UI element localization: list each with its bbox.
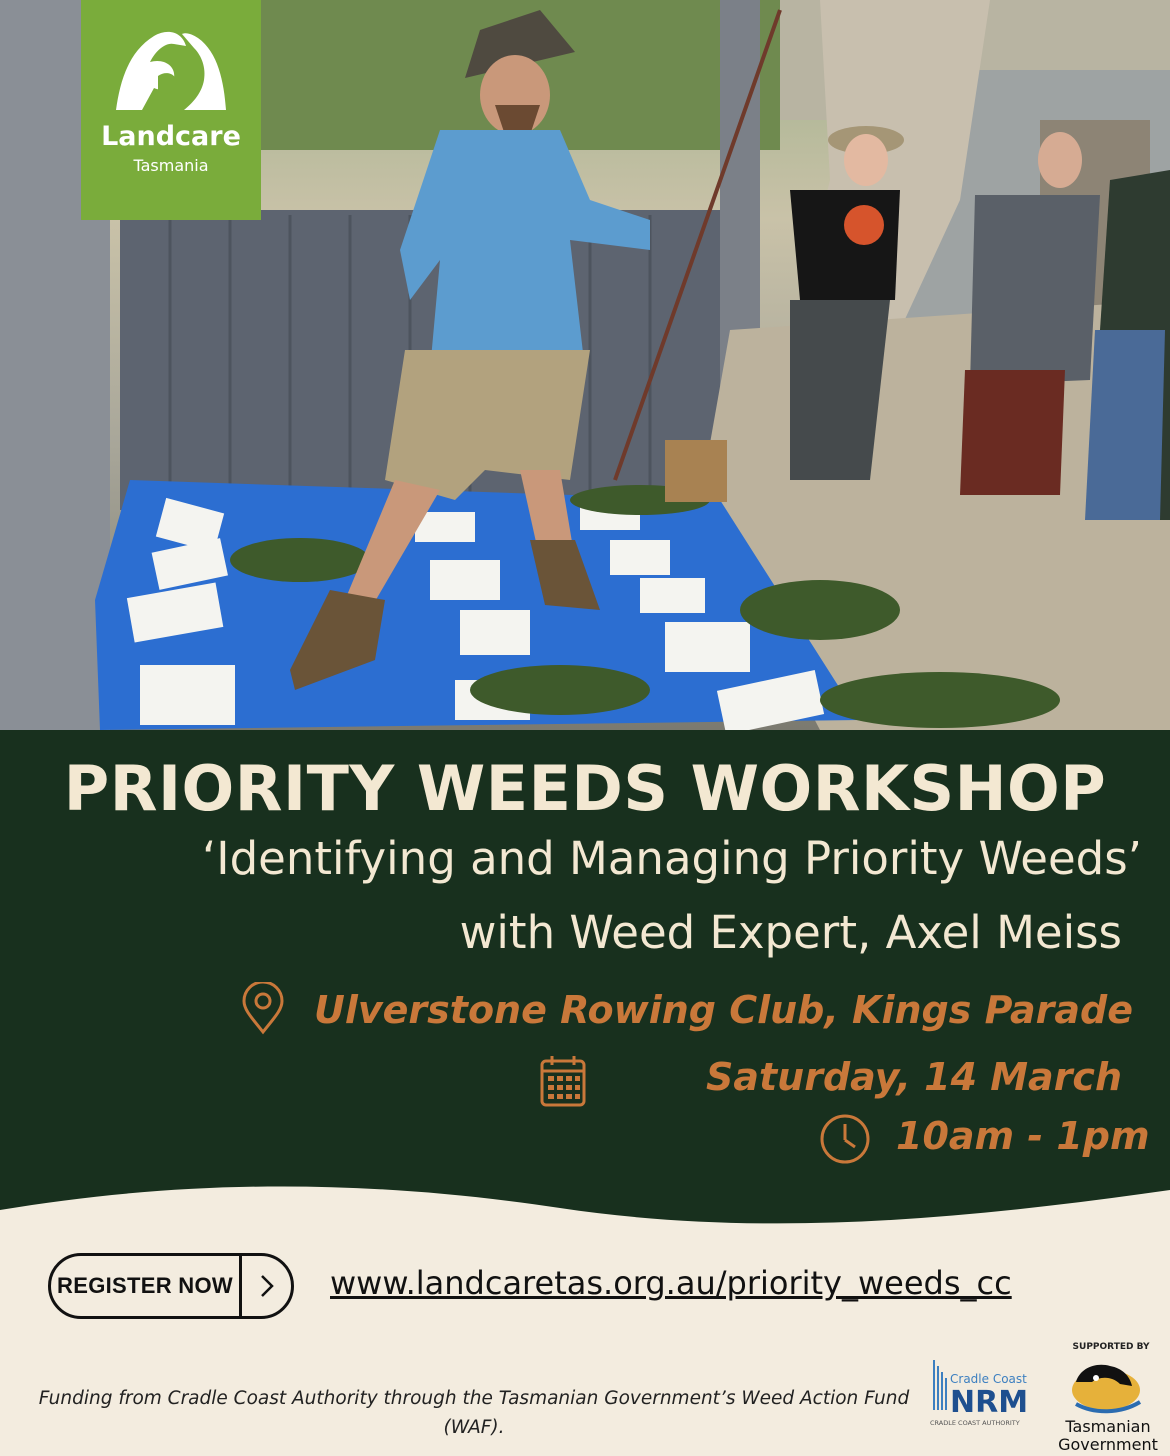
presenter-line: with Weed Expert, Axel Meiss: [459, 906, 1122, 959]
gov-line-2: Government: [1058, 1435, 1158, 1454]
register-now-button[interactable]: [48, 1253, 294, 1319]
landcare-logo: [81, 0, 261, 220]
logo-region: Tasmania: [133, 156, 209, 175]
logo-name: Landcare: [101, 121, 241, 152]
nrm-mark-icon: [928, 1352, 1048, 1432]
clock-icon: [818, 1112, 872, 1166]
supported-by-label: SUPPORTED BY: [1072, 1342, 1150, 1352]
nrm-name-text: NRM: [950, 1385, 1029, 1420]
nrm-top-text: Cradle Coast: [950, 1372, 1027, 1386]
register-now-label: REGISTER NOW: [57, 1273, 233, 1298]
page-title: PRIORITY WEEDS WORKSHOP: [63, 752, 1107, 825]
event-time: 10am - 1pm: [896, 1114, 1150, 1158]
funding-statement: Funding from Cradle Coast Authority through the Tasmanian Government’s Weed Action Fund (WAF).: [38, 1388, 910, 1438]
landcare-hands-icon: [106, 22, 236, 117]
cradle-coast-nrm-logo: [928, 1352, 1048, 1432]
nrm-sub-text: CRADLE COAST AUTHORITY: [930, 1419, 1020, 1427]
tasmanian-devil-icon: [1050, 1356, 1168, 1418]
chevron-right-icon: [242, 1273, 291, 1299]
calendar-icon: [540, 1055, 586, 1107]
registration-link[interactable]: www.landcaretas.org.au/priority_weeds_cc: [330, 1264, 1012, 1302]
map-pin-icon: [238, 982, 288, 1036]
gov-line-1: Tasmanian: [1065, 1417, 1151, 1436]
workshop-subtitle: ‘Identifying and Managing Priority Weeds’: [202, 832, 1142, 885]
wave-divider: [0, 1170, 1170, 1260]
event-date: Saturday, 14 March: [706, 1055, 1123, 1099]
tasmanian-government-text: [1048, 1418, 1168, 1454]
event-location: Ulverstone Rowing Club, Kings Parade: [314, 988, 1134, 1032]
